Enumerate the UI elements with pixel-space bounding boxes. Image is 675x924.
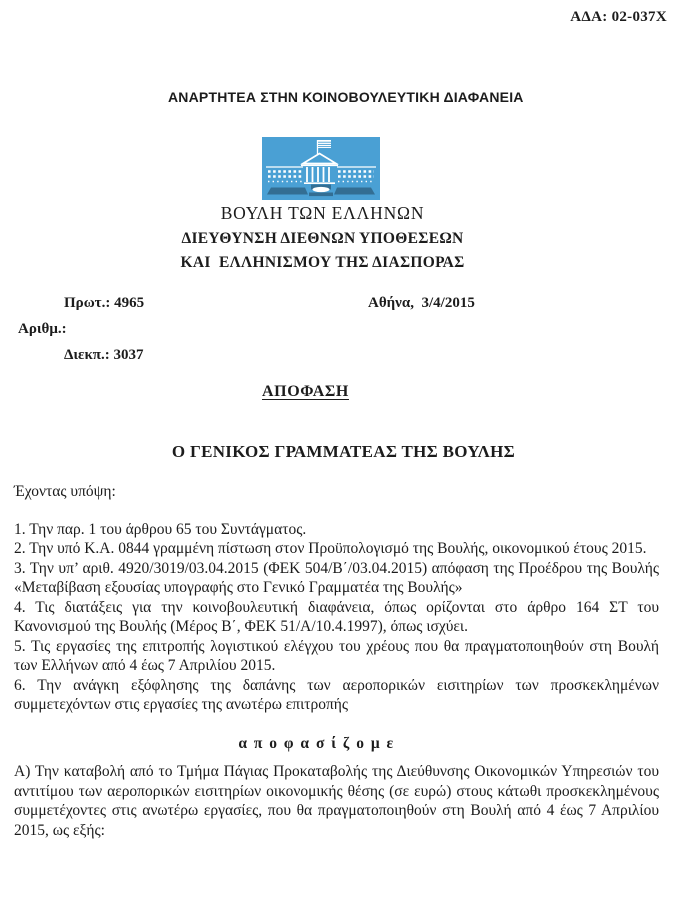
arithm-label: Αριθμ.:	[18, 321, 67, 337]
legal-item-1: 1. Την παρ. 1 του άρθρου 65 του Συντάγματος.	[14, 520, 307, 538]
authority-title: Ο ΓΕΝΙΚΟΣ ΓΡΑΜΜΑΤΕΑΣ ΤΗΣ ΒΟΥΛΗΣ	[171, 442, 516, 461]
diekp-number: Διεκπ.: 3037	[64, 347, 144, 363]
decision-body	[14, 482, 659, 840]
resolution-paragraph: Α) Την καταβολή από το Τμήμα Πάγιας Προκαταβολής της Διεύθυνσης Οικονομικών Υπηρεσιών του αντιτίμου των αεροπορικών εισιτηρίων οικονομικής θέσης (σε ευρώ) στους κάτωθι προσκεκλημένους συμμετέχοντες στις ανωτέρω εργασίες, που θα πραγματοποιηθούν στη Βουλή από 4 έως 7 Απριλίου 2015, ως εξής:	[14, 763, 659, 839]
city-date: Αθήνα, 3/4/2015	[368, 295, 475, 311]
legal-item-4: 4. Τις διατάξεις για την κοινοβουλευτική διαφάνεια, όπως ορίζονται στο άρθρο 164 ΣΤ του Κανονισμού της Βουλής (Μέρος Β΄, ΦΕΚ 51/Α/10.4.1997), όπως ισχύει.	[14, 598, 659, 635]
legal-item-2: 2. Την υπό Κ.Α. 0844 γραμμένη πίστωση στον Προϋπολογισμό της Βουλής, οικονομικού έτους 2015.	[14, 540, 647, 557]
legal-item-5: 5. Τις εργασίες της επιτροπής λογιστικού ελέγχου του χρέους που θα πραγματοποιηθούν στη Βουλή των Ελλήνων από 4 έως 7 Απριλίου 2015.	[14, 637, 659, 674]
legal-item-6: 6. Την ανάγκη εξόφλησης της δαπάνης των αεροπορικών εισιτηρίων των προσκεκλημένων συμμετεχόντων στις εργασίες της ανωτέρω επιτροπής	[14, 676, 659, 713]
parliament-logo	[262, 137, 380, 200]
dept-line-1: ΔΙΕΥΘΥΝΣΗ ΔΙΕΘΝΩΝ ΥΠΟΘΕΣΕΩΝ	[181, 230, 464, 247]
having-regard: Έχοντας υπόψη:	[14, 483, 116, 500]
parliament-building-icon	[262, 137, 380, 200]
transparency-banner: ΑΝΑΡΤΗΤΕΑ ΣΤΗΝ ΚΟΙΝΟΒΟΥΛΕΥΤΙΚΗ ΔΙΑΦΑΝΕΙΑ	[168, 89, 524, 105]
decide-word: α π ο φ α σ ί ζ ο μ ε	[238, 734, 395, 752]
dept-line-2: ΚΑΙ ΕΛΛΗΝΙΣΜΟΥ ΤΗΣ ΔΙΑΣΠΟΡΑΣ	[180, 254, 465, 271]
ada-number: ΑΔΑ: 02-037X	[570, 9, 667, 25]
decision-title: ΑΠΟΦΑΣΗ	[262, 383, 349, 400]
legal-item-3: 3. Την υπ’ αριθ. 4920/3019/03.04.2015 (ΦΕΚ 504/Β΄/03.04.2015) απόφαση της Προέδρου της Βουλής «Μεταβίβαση εξουσίας υπογραφής στο Γενικό Γραμματέα της Βουλής»	[14, 559, 659, 596]
org-name: ΒΟΥΛΗ ΤΩΝ ΕΛΛΗΝΩΝ	[220, 203, 425, 223]
letterhead	[0, 203, 660, 275]
protocol-number: Πρωτ.: 4965	[64, 295, 145, 311]
